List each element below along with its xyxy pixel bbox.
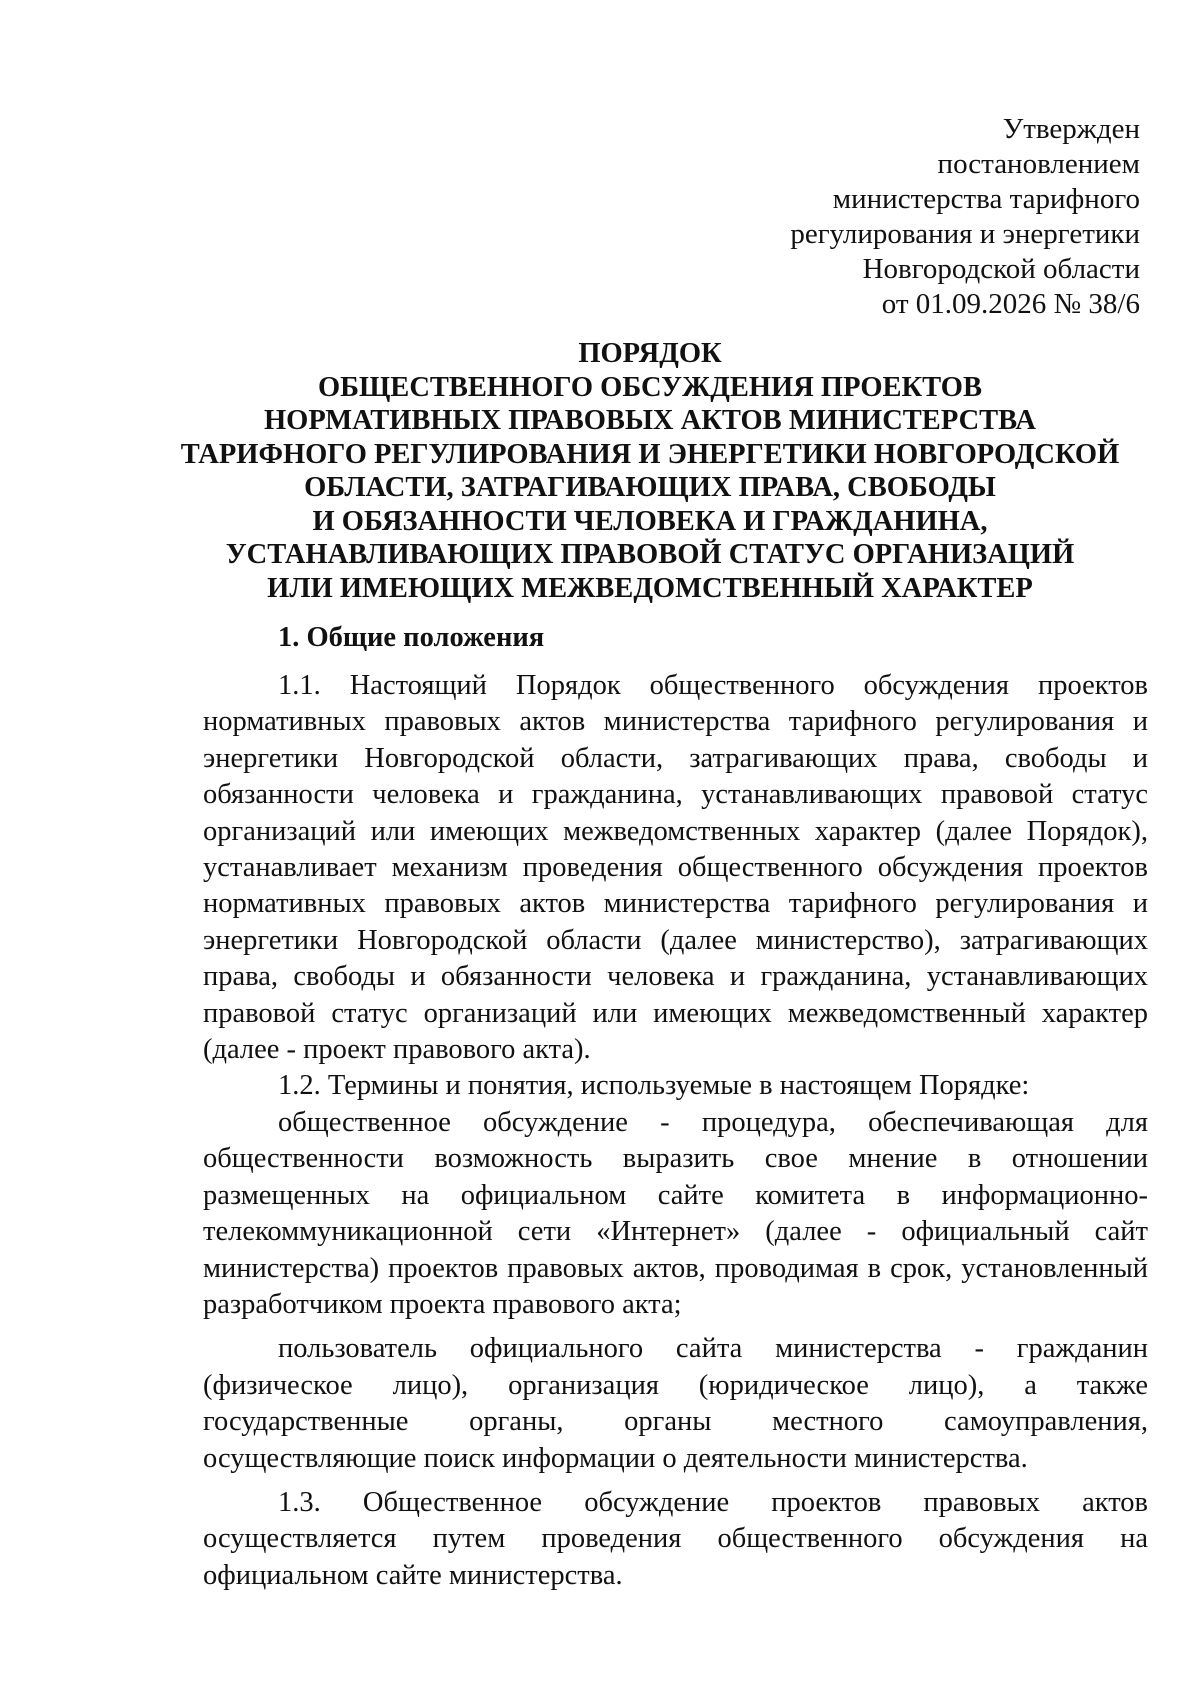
paragraph-1-2: 1.2. Термины и понятия, используемые в настоящем Порядке: [278,1070,1030,1102]
approval-line: Утвержден [1002,113,1140,145]
approval-line: министерства тарифного [832,183,1140,215]
title-line: И ОБЯЗАННОСТИ ЧЕЛОВЕКА И ГРАЖДАНИНА, [312,505,988,537]
section-body [203,668,1148,1594]
title-line: УСТАНАВЛИВАЮЩИХ ПРАВОВОЙ СТАТУС ОРГАНИЗАЦИЙ [225,539,1075,570]
title-line: ПОРЯДОК [578,338,722,369]
title-line: НОРМАТИВНЫХ ПРАВОВЫХ АКТОВ МИНИСТЕРСТВА [264,405,1036,436]
approval-date-line: от 01.09.2026 № 38/6 [881,288,1140,320]
paragraph-definition-discussion: общественное обсуждение - процедура, обеспечивающая для общественности возможность выразить свое мнение в отношении размещенных на официальном сайте комитета в информационно-телекоммуникационной сети «Интернет» (далее - официальный сайт министерства) проектов правовых актов, проводимая в срок, установленный разработчиком проекта правового акта; [203,1106,1148,1320]
title-line: ИЛИ ИМЕЮЩИХ МЕЖВЕДОМСТВЕННЫЙ ХАРАКТЕР [267,572,1033,604]
approval-line: регулирования и энергетики [790,218,1140,250]
title-line: ОБЛАСТИ, ЗАТРАГИВАЮЩИХ ПРАВА, СВОБОДЫ [304,472,996,503]
document-title [150,337,1150,605]
title-line: ОБЩЕСТВЕННОГО ОБСУЖДЕНИЯ ПРОЕКТОВ [318,371,982,403]
section-heading: 1. Общие положения [278,622,545,653]
approval-line: Новгородской области [862,253,1140,285]
title-line: ТАРИФНОГО РЕГУЛИРОВАНИЯ И ЭНЕРГЕТИКИ НОВГОРОДСКОЙ [180,438,1120,470]
paragraph-definition-user: пользователь официального сайта министерства - гражданин (физическое лицо), организация (юридическое лицо), а также государственные органы, органы местного самоуправления, осуществляющие поиск информации о деятельности министерства. [203,1333,1148,1474]
approval-block [640,112,1140,322]
paragraph-1-3: 1.3. Общественное обсуждение проектов правовых актов осуществляется путем проведения общественного обсуждения на официальном сайте министерства. [203,1486,1148,1591]
paragraph-1-1: 1.1. Настоящий Порядок общественного обсуждения проектов нормативных правовых актов министерства тарифного регулирования и энергетики Новгородской области, затрагивающих права, свободы и обязанности человека и гражданина, устанавливающих правовой статус организаций или имеющих межведомственных характер (далее Порядок), устанавливает механизм проведения общественного обсуждения проектов нормативных правовых актов министерства тарифного регулирования и энергетики Новгородской области (далее министерство), затрагивающих права, свободы и обязанности человека и гражданина, устанавливающих правовой статус организаций или имеющих межведомственный характер (далее - проект правового акта). [203,670,1148,1066]
approval-line: постановлением [937,148,1140,180]
